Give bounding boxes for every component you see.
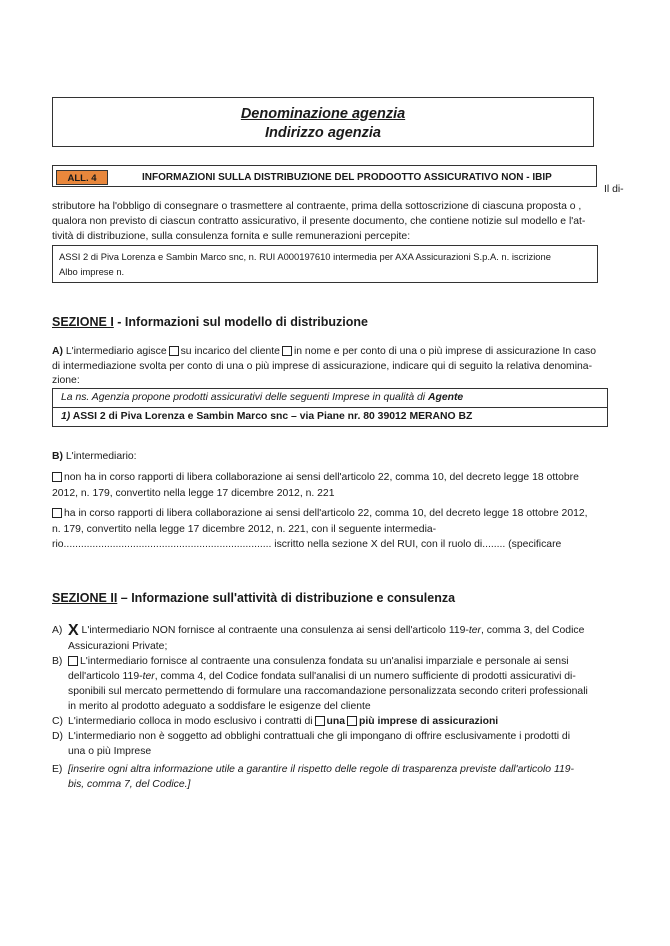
intermediary-info-line-2: Albo imprese n.	[59, 266, 125, 277]
section-2-b-line-4: in merito al prodotto adeguato a soddisfare le esigenze del cliente	[68, 701, 371, 712]
section-1-a-label: A)	[52, 346, 63, 357]
section-2-e-line-2: bis, comma 7, del Codice.]	[68, 779, 191, 790]
companies-table-row: 1) ASSI 2 di Piva Lorenza e Sambin Marco snc – via Piane nr. 80 39012 MERANO BZ	[61, 411, 473, 422]
section-1-b2-line-2: n. 179, convertito nella legge 17 dicembre 2012, n. 221, con il seguente intermedia-	[52, 524, 437, 535]
section-1-b-line: B) L'intermediario:	[52, 451, 137, 462]
section-1-b1-line-2: 2012, n. 179, convertito nella legge 17 dicembre 2012, n. 221	[52, 488, 335, 499]
agency-header-box	[52, 97, 594, 147]
intro-line-3: tività di distribuzione, sulla consulenza fornita e sulle remunerazioni percepite:	[52, 231, 411, 242]
section-1-a-line-1: A) L'intermediario agisce su incarico del cliente in nome e per conto di una o più imprese di assicurazione In caso	[52, 346, 597, 357]
section-1-prefix: SEZIONE I	[52, 315, 114, 329]
companies-table-header: La ns. Agenzia propone prodotti assicurativi delle seguenti Imprese in qualità di Agente	[53, 389, 607, 408]
section-2-b-line-1: B) L'intermediario fornisce al contraente una consulenza fondata su un'analisi imparziale e personale ai sensi	[52, 656, 569, 667]
section-1-title: - Informazioni sul modello di distribuzione	[113, 315, 368, 329]
checkbox-piu-imprese[interactable]	[347, 716, 357, 726]
selected-mark: X	[68, 622, 79, 639]
agency-address: Indirizzo agenzia	[264, 125, 381, 141]
companies-table	[52, 388, 608, 427]
section-1-a-line-2: di intermediazione svolta per conto di una o più imprese di assicurazione, indicare qui di seguito la relativa denomina-	[52, 361, 593, 372]
section-1-b1-line-1: non ha in corso rapporti di libera collaborazione ai sensi dell'articolo 22, comma 10, del decreto legge 18 ottobre	[52, 471, 624, 485]
section-2-b-line-3: sponibili sul mercato permettendo di formulare una raccomandazione personalizzata secondo criteri professionali	[68, 686, 588, 697]
section-2-e-line-1: E) [inserire ogni altra informazione utile a garantire il rispetto delle regole di trasparenza previste dall'articolo 119-	[52, 764, 575, 775]
agency-name: Denominazione agenzia	[240, 106, 406, 122]
section-2-c-line: C) L'intermediario colloca in modo esclusivo i contratti di una più imprese di assicurazioni	[52, 716, 499, 727]
intro-line-2: qualora non previsto di ciascun contratto assicurativo, il presente documento, che contiene notizie sul modello e l'at-	[52, 216, 586, 227]
section-2-a-line-1: A) X L'intermediario NON fornisce al contraente una consulenza ai sensi dell'articolo 119-ter, comma 3, del Codice	[52, 622, 585, 639]
section-2-d-line-2: una o più Imprese	[68, 746, 152, 757]
section-2-prefix: SEZIONE II	[52, 591, 118, 605]
section-2-heading	[52, 591, 455, 605]
section-2-a-line-2: Assicurazioni Private;	[68, 641, 168, 652]
section-1-b2-line-1: ha in corso rapporti di libera collaborazione ai sensi dell'articolo 22, comma 10, del decreto legge 18 ottobre 2012,	[52, 507, 624, 521]
section-1-b2-line-3: rio........................................................................ iscritto nella sezione X del RUI, con il ruolo di........ (specificare	[52, 539, 562, 550]
checkbox-consulenza[interactable]	[68, 656, 78, 666]
intro-line-1: stributore ha l'obbligo di consegnare o trasmettere al contraente, prima della sottoscrizione di ciascuna proposta o ,	[52, 201, 582, 212]
attachment-title: INFORMAZIONI SULLA DISTRIBUZIONE DEL PRODOOTTO ASSICURATIVO NON - IBIP	[142, 172, 552, 183]
intermediary-info-line-1: ASSI 2 di Piva Lorenza e Sambin Marco snc, n. RUI A000197610 intermedia per AXA Assicurazioni S.p.A. n. iscrizione	[59, 251, 551, 262]
checkbox-collaboration[interactable]	[52, 508, 62, 518]
section-2-b-line-2: dell'articolo 119-ter, comma 4, del Codice fondata sull'analisi di un numero sufficiente di prodotti assicurativi di-	[68, 671, 576, 682]
intro-line-0: Il di-	[604, 184, 624, 195]
intermediary-info-box	[52, 245, 598, 283]
section-1-a-line-3: zione:	[52, 375, 80, 386]
section-1-heading	[52, 315, 368, 329]
checkbox-agisce[interactable]	[169, 346, 179, 356]
checkbox-nome-conto[interactable]	[282, 346, 292, 356]
section-2-d-line-1: D) L'intermediario non è soggetto ad obblighi contrattuali che gli impongano di offrire esclusivamente i prodotti di	[52, 731, 570, 742]
attachment-tag: ALL. 4	[56, 170, 108, 185]
checkbox-no-collaboration[interactable]	[52, 472, 62, 482]
section-2-title: – Informazione sull'attività di distribuzione e consulenza	[117, 591, 456, 605]
checkbox-una[interactable]	[315, 716, 325, 726]
